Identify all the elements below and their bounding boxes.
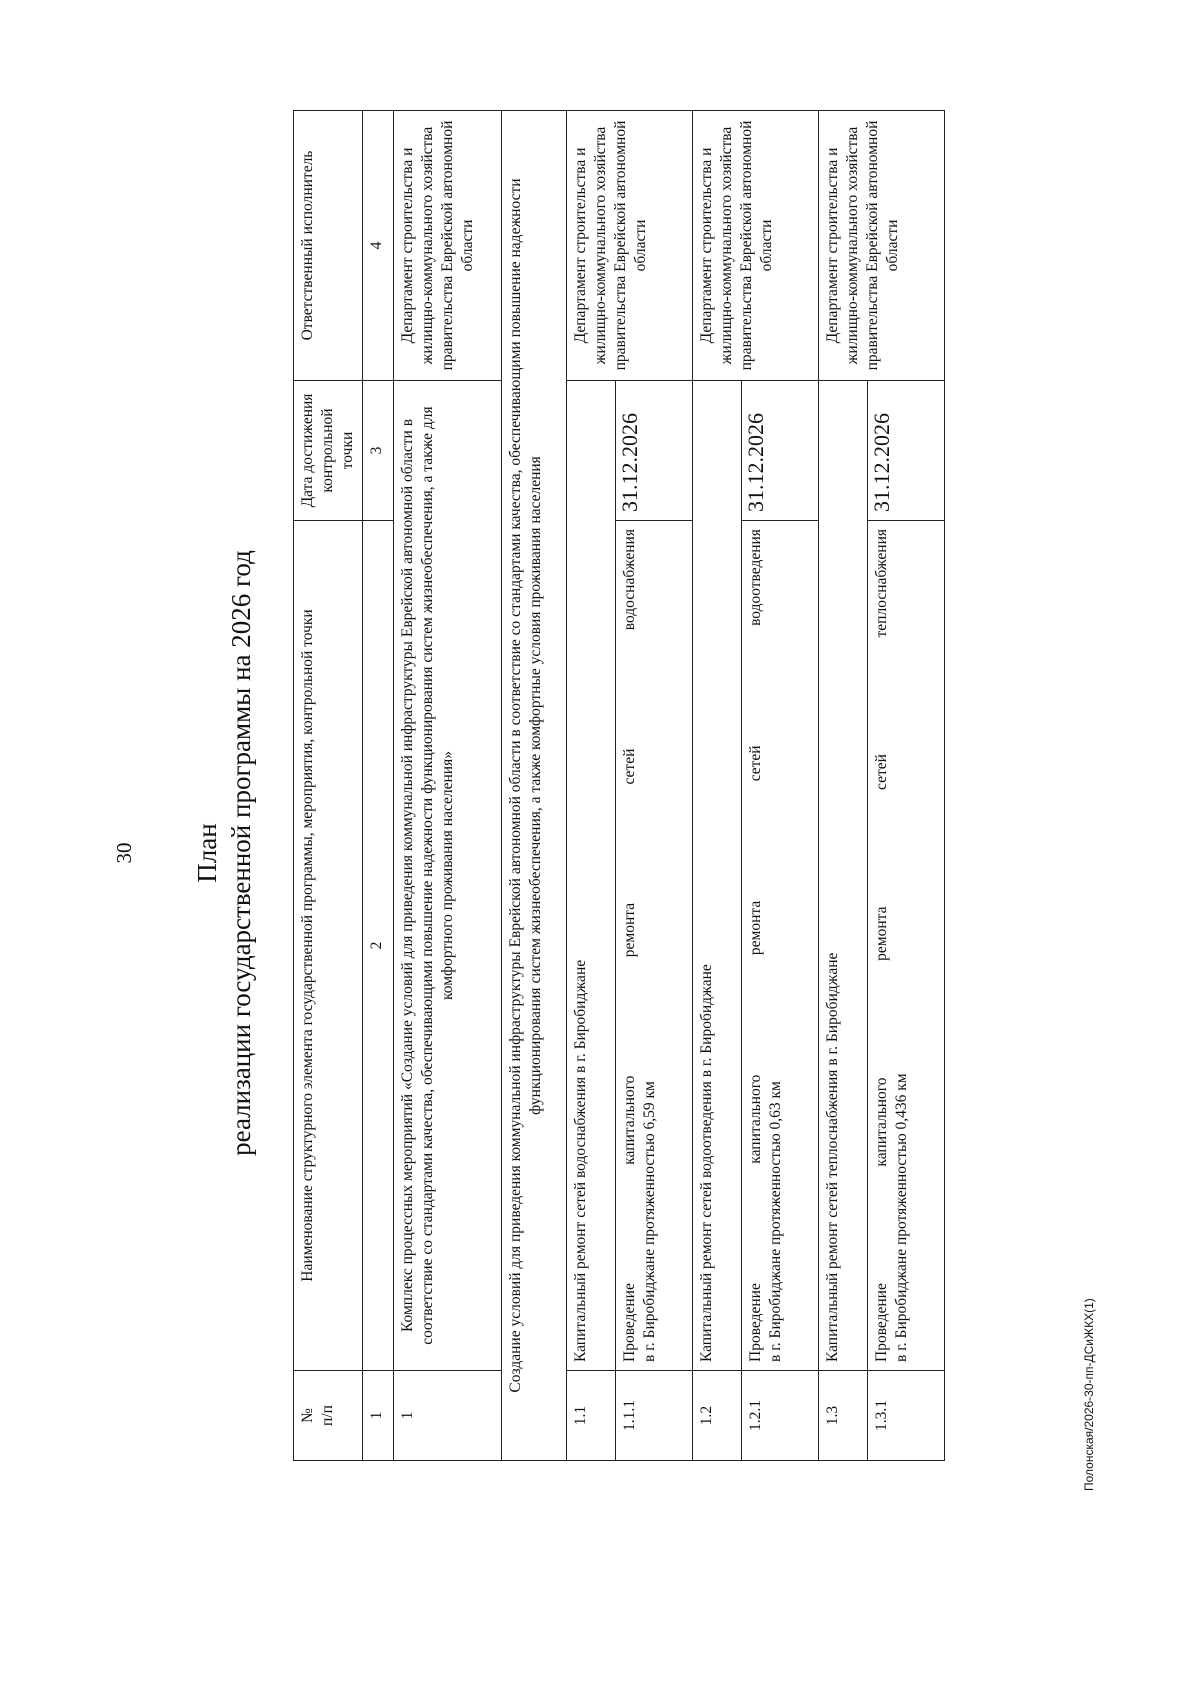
event-word: Проведение xyxy=(747,1283,764,1362)
event-date: 31.12.2026 xyxy=(868,381,945,521)
event-word: теплоснабжения xyxy=(873,529,890,638)
event-word: ремонта xyxy=(621,902,638,958)
task-row xyxy=(502,111,567,1461)
event-name xyxy=(868,521,945,1371)
complex-num: 1 xyxy=(394,1371,502,1461)
title-line-1: План xyxy=(192,823,222,883)
group-name: Капитальный ремонт сетей водоснабжения в г. Биробиджане xyxy=(567,381,616,1371)
footer-document-code: Полонская/2026-30-пп-ДСиЖКХ(1) xyxy=(1082,1298,1096,1491)
column-number: 2 xyxy=(363,521,394,1371)
document-title xyxy=(190,0,258,1706)
column-number-row xyxy=(363,111,394,1461)
group-responsible: Департамент строительства и жилищно-коммунального хозяйства правительства Еврейской автономной области xyxy=(819,111,945,381)
event-name xyxy=(742,521,819,1371)
event-word: Проведение xyxy=(621,1283,638,1362)
group-row xyxy=(567,111,616,1461)
event-word: капитального xyxy=(747,1074,764,1164)
complex-name: Комплекс процессных мероприятий «Создание условий для приведения коммунальной инфраструктуры Еврейской автономной области в соответствие со стандартами качества, обеспечивающими повышение надежности функционирования систем жизнеобеспечения, а также для комфортного проживания населения» xyxy=(394,381,502,1371)
header-row xyxy=(294,111,363,1461)
event-word: ремонта xyxy=(747,900,764,956)
event-word: капитального xyxy=(621,1075,638,1165)
group-name: Капитальный ремонт сетей водоотведения в г. Биробиджане xyxy=(693,381,742,1371)
complex-responsible: Департамент строительства и жилищно-коммунального хозяйства правительства Еврейской автономной области xyxy=(394,111,502,381)
column-number: 1 xyxy=(363,1371,394,1461)
event-line-2: в г. Биробиджане протяженностью 0,63 км xyxy=(767,1081,784,1362)
event-line-2: в г. Биробиджане протяженностью 6,59 км xyxy=(641,1081,658,1362)
event-num: 1.3.1 xyxy=(868,1371,945,1461)
header-responsible: Ответственный исполнитель xyxy=(294,111,363,381)
event-word: капитального xyxy=(873,1077,890,1167)
page-number: 30 xyxy=(112,842,136,864)
group-num: 1.2 xyxy=(693,1371,742,1461)
event-word: сетей xyxy=(621,748,638,785)
event-word: ремонта xyxy=(873,906,890,961)
event-word: Проведение xyxy=(873,1283,890,1362)
plan-table xyxy=(293,110,945,1461)
header-date: Дата достижения контрольной точки xyxy=(294,381,363,521)
event-date: 31.12.2026 xyxy=(742,381,819,521)
header-name: Наименование структурного элемента государственной программы, мероприятия, контрольной точки xyxy=(294,521,363,1371)
group-row xyxy=(693,111,742,1461)
task-text: Создание условий для приведения коммунальной инфраструктуры Еврейской автономной области в соответствие со стандартами качества, обеспечивающими повышение надежности функционирования систем жизнеобеспечения, а также комфортные условия проживания населения xyxy=(502,111,567,1461)
group-num: 1.1 xyxy=(567,1371,616,1461)
event-word: сетей xyxy=(747,745,764,782)
group-row xyxy=(819,111,868,1461)
event-word: водоснабжения xyxy=(621,529,638,631)
title-line-2: реализации государственной программы на 2026 год xyxy=(226,550,256,1156)
event-line-2: в г. Биробиджане протяженностью 0,436 км xyxy=(893,1073,910,1362)
event-num: 1.2.1 xyxy=(742,1371,819,1461)
group-num: 1.3 xyxy=(819,1371,868,1461)
group-responsible: Департамент строительства и жилищно-коммунального хозяйства правительства Еврейской автономной области xyxy=(567,111,693,381)
group-name: Капитальный ремонт сетей теплоснабжения в г. Биробиджане xyxy=(819,381,868,1371)
event-date: 31.12.2026 xyxy=(616,381,693,521)
group-responsible: Департамент строительства и жилищно-коммунального хозяйства правительства Еврейской автономной области xyxy=(693,111,819,381)
column-number: 4 xyxy=(363,111,394,381)
event-name xyxy=(616,521,693,1371)
event-num: 1.1.1 xyxy=(616,1371,693,1461)
header-num: № п/п xyxy=(294,1371,363,1461)
event-word: сетей xyxy=(873,754,890,790)
event-word: водоотведения xyxy=(747,529,764,626)
column-number: 3 xyxy=(363,381,394,521)
complex-row xyxy=(394,111,502,1461)
